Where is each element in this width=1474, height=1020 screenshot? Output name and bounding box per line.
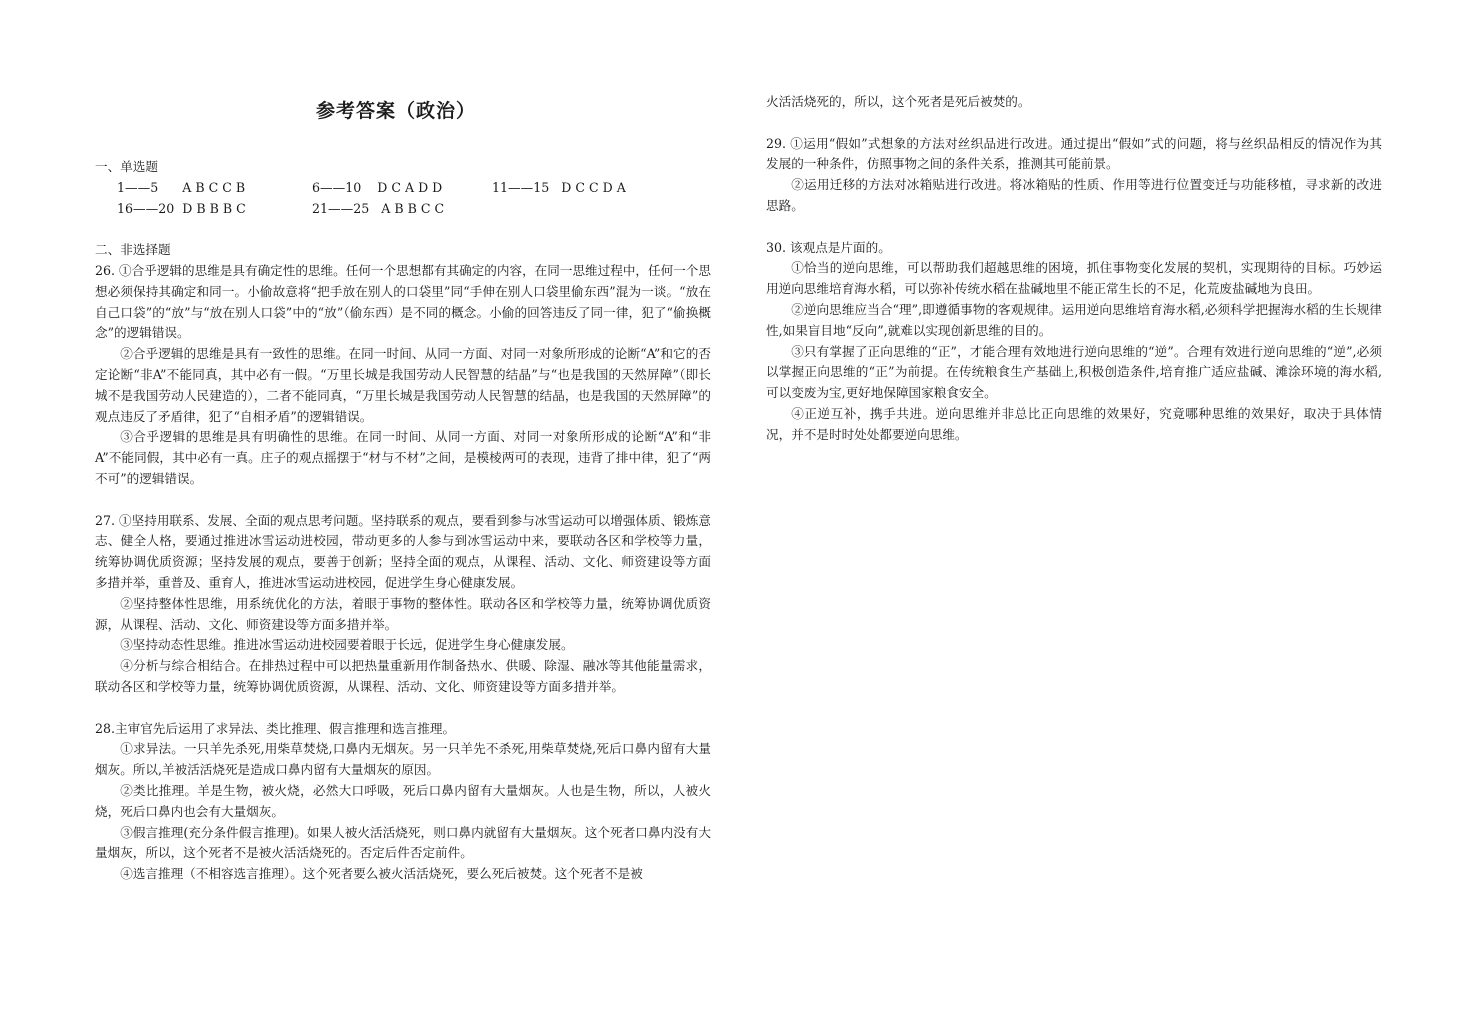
q28-paragraph-1: ①求异法。一只羊先杀死,用柴草焚烧,口鼻内无烟灰。另一只羊先不杀死,用柴草焚烧,死后口鼻内留有大量烟灰。所以,羊被活活烧死是造成口鼻内留有大量烟灰的原因。 xyxy=(95,741,711,778)
right-column xyxy=(766,0,1382,446)
q27-paragraph-3: ③坚持动态性思维。推进冰雪运动进校园要着眼于长远，促进学生身心健康发展。 xyxy=(120,637,574,653)
mcq-answer-11-15: 11——15 D C C D A xyxy=(492,179,626,195)
q28-paragraph-4-continued: 火活活烧死的，所以，这个死者是死后被焚的。 xyxy=(766,94,1031,109)
q26-paragraph-3: ③合乎逻辑的思维是具有明确性的思维。在同一时间、从同一方面、对同一对象所形成的论断“A”和“非A”不能同假，其中必有一真。庄子的观点摇摆于“材与不材”之间，是模棱两可的表现，违背了排中律，犯了“两不可”的逻辑错误。 xyxy=(95,429,711,486)
q30-paragraph-4: ④正逆互补，携手共进。逆向思维并非总比正向思维的效果好，究竟哪种思维的效果好，取决于具体情况，并不是时时处处都要逆向思维。 xyxy=(766,405,1382,442)
q26-paragraph-2: ②合乎逻辑的思维是具有一致性的思维。在同一时间、从同一方面、对同一对象所形成的论断“A”和它的否定论断“非A”不能同真，其中必有一假。“万里长城是我国劳动人民智慧的结晶”与“也是我国的天然屏障”（即长城不是我国劳动人民建造的），二者不能同真，“万里长城是我国劳动人民智慧的结晶，也是我国的天然屏障”的观点违反了矛盾律，犯了“自相矛盾”的逻辑错误。 xyxy=(95,346,711,424)
q29-paragraph-2: ②运用迁移的方法对冰箱贴进行改进。将冰箱贴的性质、作用等进行位置变迁与功能移植，寻求新的改进思路。 xyxy=(766,177,1382,213)
mcq-answer-16-20: 16——20 D B B B C xyxy=(117,200,246,216)
q30-paragraph-3: ③只有掌握了正向思维的“正”，才能合理有效地进行逆向思维的“逆”。合理有效进行逆向思维的“逆”,必须以掌握正向思维的“正”为前提。在传统粮食生产基础上,积极创造条件,培育推广适应盐碱、滩涂环境的海水稻,可以变废为宝,更好地保障国家粮食安全。 xyxy=(766,343,1382,401)
q28-paragraph-3: ③假言推理(充分条件假言推理)。如果人被火活活烧死，则口鼻内就留有大量烟灰。这个死者口鼻内没有大量烟灰，所以，这个死者不是被火活活烧死的。否定后件否定前件。 xyxy=(95,824,711,861)
mcq-answer-21-25: 21——25 A B B C C xyxy=(312,200,445,216)
q30-paragraph-1: ①恰当的逆向思维，可以帮助我们超越思维的困境，抓住事物变化发展的契机，实现期待的目标。巧妙运用逆向思维培育海水稻，可以弥补传统水稻在盐碱地里不能正常生长的不足，化荒废盐碱地为良田。 xyxy=(766,260,1382,297)
q29-paragraph-1: 29. ①运用“假如”式想象的方法对丝织品进行改进。通过提出“假如”式的问题，将与丝织品相反的情况作为其发展的一种条件，仿照事物之间的条件关系，推测其可能前景。 xyxy=(766,135,1382,172)
mcq-row-1 xyxy=(95,178,711,199)
left-column xyxy=(95,0,711,885)
q28-intro: 28.主审官先后运用了求异法、类比推理、假言推理和选言推理。 xyxy=(95,720,456,736)
mcq-row-2 xyxy=(95,199,711,220)
q30-paragraph-2: ②逆向思维应当合“理”,即遵循事物的客观规律。运用逆向思维培育海水稻,必须科学把握海水稻的生长规律性,如果盲目地“反向”,就难以实现创新思维的目的。 xyxy=(766,301,1382,338)
mcq-answer-1-5: 1——5 A B C C B xyxy=(117,179,246,195)
q27-paragraph-4: ④分析与综合相结合。在排热过程中可以把热量重新用作制备热水、供暖、除湿、融冰等其他能量需求，联动各区和学校等力量，统筹协调优质资源，从课程、活动、文化、师资建设等方面多措并举。 xyxy=(95,658,711,694)
section-heading-essay: 二、非选择题 xyxy=(95,242,171,258)
q28-paragraph-2: ②类比推理。羊是生物，被火烧，必然大口呼吸，死后口鼻内留有大量烟灰。人也是生物，所以，人被火烧，死后口鼻内也会有大量烟灰。 xyxy=(95,782,711,819)
section-heading-mcq: 一、单选题 xyxy=(95,159,158,174)
mcq-answer-6-10: 6——10 D C A D D xyxy=(312,179,443,195)
page-title: 参考答案（政治） xyxy=(316,100,477,122)
q30-intro: 30. 该观点是片面的。 xyxy=(766,239,891,255)
q27-paragraph-2: ②坚持整体性思维，用系统优化的方法，着眼于事物的整体性。联动各区和学校等力量，统筹协调优质资源，从课程、活动、文化、师资建设等方面多措并举。 xyxy=(95,595,711,632)
q28-paragraph-4: ④选言推理（不相容选言推理）。这个死者要么被火活活烧死，要么死后被焚。这个死者不是被 xyxy=(120,866,643,882)
q27-paragraph-1: 27. ①坚持用联系、发展、全面的观点思考问题。坚持联系的观点，要看到参与冰雪运动可以增强体质、锻炼意志、健全人格，要通过推进冰雪运动进校园，带动更多的人参与到冰雪运动中来，要联动各区和学校等力量，统筹协调优质资源；坚持发展的观点，要善于创新；坚持全面的观点，从课程、活动、文化、师资建设等方面多措并举，重普及、重育人，推进冰雪运动进校园，促进学生身心健康发展。 xyxy=(95,512,711,590)
q26-paragraph-1: 26. ①合乎逻辑的思维是具有确定性的思维。任何一个思想都有其确定的内容，在同一思维过程中，任何一个思想必须保持其确定和同一。小偷故意将“把手放在别人的口袋里”同“手伸在别人口袋里偷东西”混为一谈。“放在自己口袋”的“放”与“放在别人口袋”中的“放”（偷东西）是不同的概念。小偷的回答违反了同一律，犯了“偷换概念”的逻辑错误。 xyxy=(95,262,711,341)
